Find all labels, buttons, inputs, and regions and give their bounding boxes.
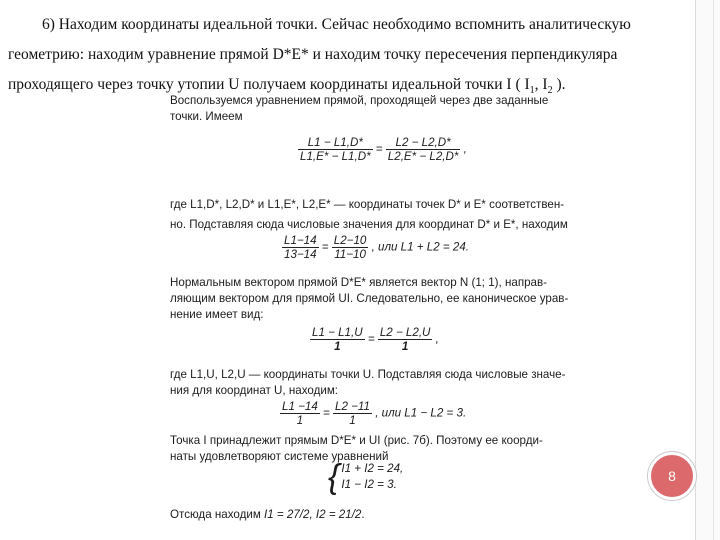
scan-line: Нормальным вектором прямой D*E* является вектор N (1; 1), направ- <box>170 276 548 289</box>
scan-line: Воспользуемся уравнением прямой, проходящей через две заданные <box>170 94 549 107</box>
heading-line-1: 6) Находим координаты идеальной точки. Сейчас необходимо вспомнить аналитическую <box>42 16 631 33</box>
equation-canonical-substituted: $\frac{L1 -14}{1}$ = $\frac{L2 -11}{1}$ , или L1 − L2 = 3. <box>282 400 467 427</box>
result-line: Отсюда находим I1 = 27/2, I2 = 21/2. <box>170 508 365 521</box>
equation-system: { I1 + I2 = 24, I1 − I2 = 3. <box>328 458 404 496</box>
scan-line: где L1,U, L2,U — координаты точки U. Подставляя сюда числовые значе- <box>170 368 566 381</box>
heading-line-2: геометрию: находим уравнение прямой D*E* и находим точку пересечения перпендикуляра <box>8 46 618 63</box>
scan-line: нение имеет вид: <box>170 308 264 321</box>
scanned-textbook-excerpt <box>170 94 575 534</box>
equation-canonical: $\frac{L1 - L1,U}{1}$ = $\frac{L2 - L2,U}{1}$ , <box>312 326 439 353</box>
scan-line: ния для координат U, находим: <box>170 384 339 397</box>
slide-heading <box>8 10 688 106</box>
equation-substituted: $\frac{L1-14}{13-14}$ = $\frac{L2-10}{11-10}$ , или L1 + L2 = 24. <box>284 234 470 261</box>
scan-line: точки. Имеем <box>170 110 243 123</box>
page-number-badge: 8 <box>648 452 696 500</box>
scan-line: ляющим вектором для прямой UI. Следовательно, ее каноническое урав- <box>170 292 569 305</box>
scan-line: где L1,D*, L2,D* и L1,E*, L2,E* — координаты точек D* и E* соответствен- <box>170 198 565 211</box>
equation-two-point-line: $\frac{L1 - L1,D*}{L1,E* - L1,D*}$ = $\frac{L2 - L2,D*}{L2,E* - L2,D*}$ , <box>300 136 467 163</box>
heading-line-3: проходящего через точку утопии U получаем координаты идеальной точки I ( $I_1$, $I_2$ ). <box>8 76 566 97</box>
slide-right-border <box>695 0 720 540</box>
scan-line: Точка I принадлежит прямым D*E* и UI (рис. 7б). Поэтому ее коорди- <box>170 434 543 447</box>
scan-line: но. Подставляя сюда числовые значения для координат D* и E*, находим <box>170 218 568 231</box>
scan-line: наты удовлетворяют системе уравнений <box>170 450 389 463</box>
